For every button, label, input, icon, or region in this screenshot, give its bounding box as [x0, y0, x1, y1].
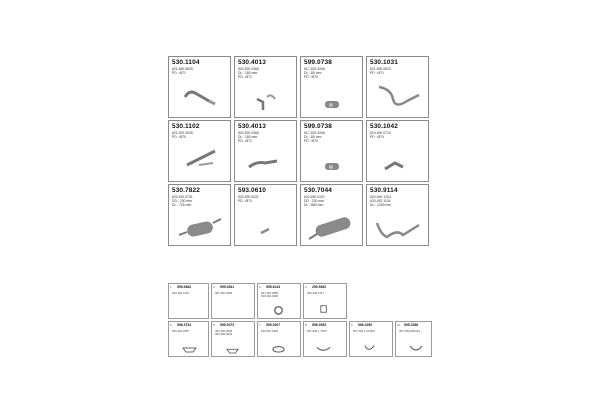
part-card[interactable]: [168, 120, 231, 182]
accessory-card[interactable]: [168, 283, 209, 319]
clamp-icon: [235, 185, 297, 246]
part-code: 530.4013: [238, 59, 266, 66]
accessory-code: 595.9462: [177, 285, 192, 289]
accessory-spec: 352.492.0030 382.492.0033: [215, 329, 233, 337]
accessory-card[interactable]: [257, 283, 301, 319]
part-card[interactable]: [366, 56, 429, 118]
part-card[interactable]: [234, 120, 297, 182]
pipe-bend-icon: [235, 121, 297, 182]
part-code: 530.4013: [238, 123, 266, 130]
part-spec: 520.490.0365 DL : 180 mm PD : Ø71: [238, 67, 259, 80]
accessory-code: 595.0307: [266, 323, 281, 327]
part-card[interactable]: [234, 184, 297, 246]
gasket-icon: [258, 284, 299, 319]
gasket-icon: [169, 322, 209, 357]
part-code: 530.1031: [370, 59, 398, 66]
accessory-spec: 620.997.0492: [261, 329, 279, 333]
clamp-icon: [304, 322, 345, 357]
part-code: 530.7044: [304, 187, 332, 194]
accessory-spec: 387.492.2882 620.492.0390: [261, 291, 279, 299]
accessory-card[interactable]: [211, 283, 255, 319]
accessory-card[interactable]: [303, 321, 347, 357]
accessory-code: 595.2286: [404, 323, 419, 327]
accessory-code: 596.3734: [177, 323, 192, 327]
accessory-index: 4: [305, 285, 307, 289]
part-code: 530.1042: [370, 123, 398, 130]
part-spec: 621.490.0810 PD : Ø71: [370, 67, 391, 76]
part-code: 593.0610: [238, 187, 266, 194]
clamp-icon: [396, 322, 432, 357]
part-code: 530.1102: [172, 123, 200, 130]
pipe-bend-icon: [367, 121, 429, 182]
muffler-icon: [169, 185, 231, 246]
tail-pipe-icon: [367, 185, 429, 246]
clamp-icon: [301, 57, 363, 118]
part-code: 530.9114: [370, 187, 398, 194]
part-spec: 620.490.0221 DD : 230 mm DL : 880 mm: [304, 195, 325, 208]
part-spec: 620.490.0701 DD : 230 mm DL : 725 mm: [172, 195, 193, 208]
part-code: 599.0738: [304, 59, 332, 66]
accessory-index: 8: [305, 323, 307, 327]
accessory-code: 250.9462: [312, 285, 327, 289]
accessory-index: 6: [213, 323, 215, 327]
part-spec: 617.492.3006 DL : 85 mm PD : Ø70: [304, 67, 325, 80]
part-card[interactable]: [366, 184, 429, 246]
part-card[interactable]: [168, 56, 231, 118]
accessory-card[interactable]: [168, 321, 209, 357]
pipe-bend-icon: [169, 121, 231, 182]
clamp-icon: [350, 322, 391, 357]
accessory-code: 596.2290: [358, 323, 373, 327]
part-spec: 621.480.0825 PD : Ø71: [172, 67, 193, 76]
part-spec: 617.492.3006 DL : 85 mm PD : Ø70: [304, 131, 325, 144]
accessory-code: 595.0373: [220, 323, 235, 327]
part-code: 599.0738: [304, 123, 332, 130]
part-card[interactable]: [300, 56, 363, 118]
accessory-card[interactable]: [349, 321, 393, 357]
accessory-card[interactable]: [395, 321, 432, 357]
accessory-code: 595.6143: [266, 285, 281, 289]
accessory-index: 10: [397, 323, 401, 327]
accessory-spec: 620.429.4717: [307, 291, 325, 295]
part-card[interactable]: [366, 120, 429, 182]
part-card[interactable]: [300, 120, 363, 182]
pipe-bend-icon: [169, 57, 231, 118]
gasket-icon: [212, 322, 253, 357]
part-code: 530.7822: [172, 187, 200, 194]
clamp-icon: [301, 121, 363, 182]
accessory-index: 5: [170, 323, 172, 327]
accessory-spec: 620.492.1201: [172, 291, 190, 295]
clamp-icon: [235, 57, 297, 118]
accessory-spec: 877.009.1 20.802: [353, 329, 375, 333]
accessory-index: 9: [351, 323, 353, 327]
part-code: 530.1104: [172, 59, 200, 66]
gasket-icon: [258, 322, 299, 357]
part-card[interactable]: [234, 56, 297, 118]
accessory-index: 2: [213, 285, 215, 289]
accessory-card[interactable]: [303, 283, 347, 319]
accessory-index: 1: [170, 285, 172, 289]
accessory-index: 7: [259, 323, 261, 327]
clamp-icon: [304, 284, 345, 319]
part-card[interactable]: [168, 184, 231, 246]
accessory-code: 595.0261: [220, 285, 235, 289]
accessory-spec: 357.009.468.021: [399, 329, 420, 333]
accessory-card[interactable]: [211, 321, 255, 357]
muffler-icon: [301, 185, 363, 246]
part-spec: 624.490.0710 PD : Ø70: [370, 131, 391, 140]
accessory-spec: 387.492.0083: [215, 291, 233, 295]
accessory-spec: 527.096.1 ?0/07: [307, 329, 328, 333]
part-spec: 620.490.1204 620.492.1104 DL : 1250 mm: [370, 195, 392, 208]
pipe-bend-icon: [367, 57, 429, 118]
accessory-spec: 620.492.0487: [172, 329, 190, 333]
accessory-code: 596.0393: [312, 323, 327, 327]
part-spec: 520.490.0021 PD : Ø70: [238, 195, 259, 204]
part-spec: 520.490.0365 DL : 180 mm PD : Ø71: [238, 131, 259, 144]
part-card[interactable]: [300, 184, 363, 246]
accessory-index: 3: [259, 285, 261, 289]
accessory-card[interactable]: [257, 321, 301, 357]
part-spec: 621.492.0925 PD : Ø70: [172, 131, 193, 140]
